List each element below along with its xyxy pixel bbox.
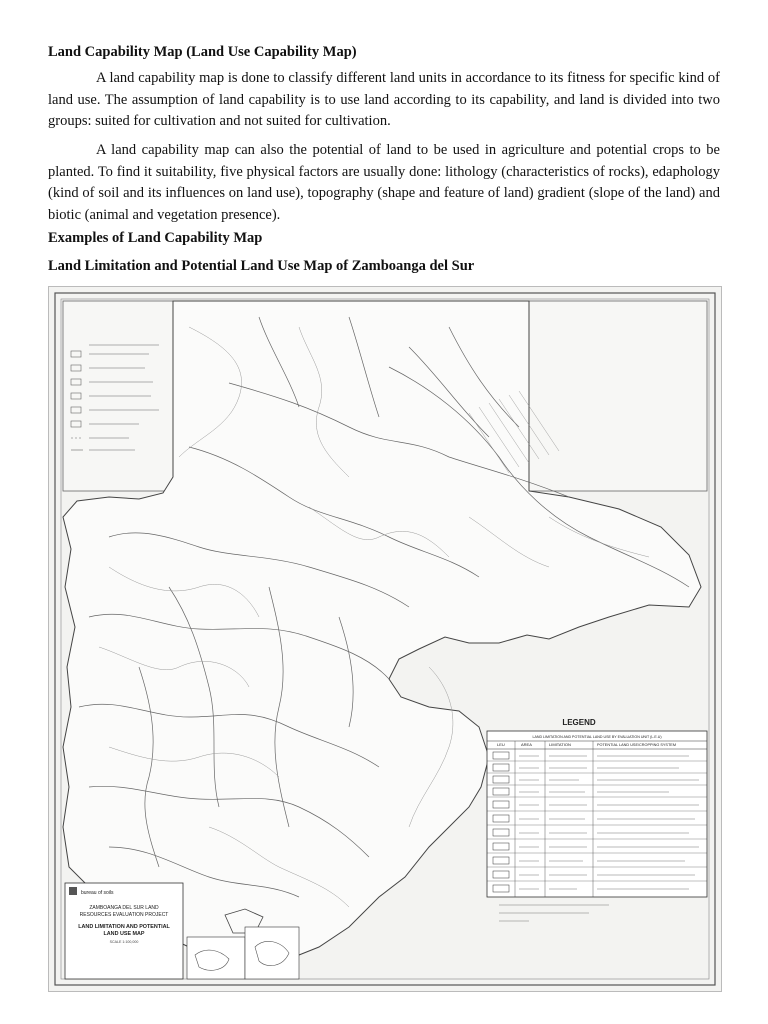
legend-col-potential: POTENTIAL LAND USE/CROPPING SYSTEM xyxy=(597,743,676,747)
legend-col-leu: LEU xyxy=(497,742,505,747)
map-title-line-2: LAND USE MAP xyxy=(103,931,145,937)
map-legend xyxy=(487,718,707,921)
project-line-1: ZAMBOANGA DEL SUR LAND xyxy=(89,905,159,911)
map-caption: Land Limitation and Potential Land Use Map of Zamboanga del Sur xyxy=(48,258,475,274)
section-heading: Land Capability Map (Land Use Capability Map) xyxy=(48,44,357,60)
legend-col-limitation: LIMITATION xyxy=(549,742,571,747)
map-scale: SCALE 1:100,000 xyxy=(109,940,139,944)
map-title-line-1: LAND LIMITATION AND POTENTIAL xyxy=(78,924,170,930)
examples-heading: Examples of Land Capability Map xyxy=(48,230,263,246)
paragraph-2: A land capability map can also the potential of land to be used in agriculture and potential crops to be planted. To find it suitability, five physical factors are usually done: lithology (characteristics of rocks), edaphology (kind of soil and its influences on land use), topography (shape and feature of land) gradient (slope of the land) and biotic (animal and vegetation presence). xyxy=(48,142,720,223)
land-capability-map-image xyxy=(48,286,722,992)
legend-table-title: LAND LIMITATION AND POTENTIAL LAND USE BY EVALUATION UNIT (L.E.U) xyxy=(532,735,662,739)
legend-title: LEGEND xyxy=(562,718,596,727)
paragraph-1: A land capability map is done to classify different land units in accordance to its fitness for specific kind of land use. The assumption of land capability is to use land according to its capability, and land is divided into two groups: suited for cultivation and not suited for cultivation. xyxy=(48,70,720,130)
project-line-2: RESOURCES EVALUATION PROJECT xyxy=(79,912,169,918)
agency-name: bureau of soils xyxy=(81,890,114,896)
legend-col-area: AREA xyxy=(521,742,532,747)
